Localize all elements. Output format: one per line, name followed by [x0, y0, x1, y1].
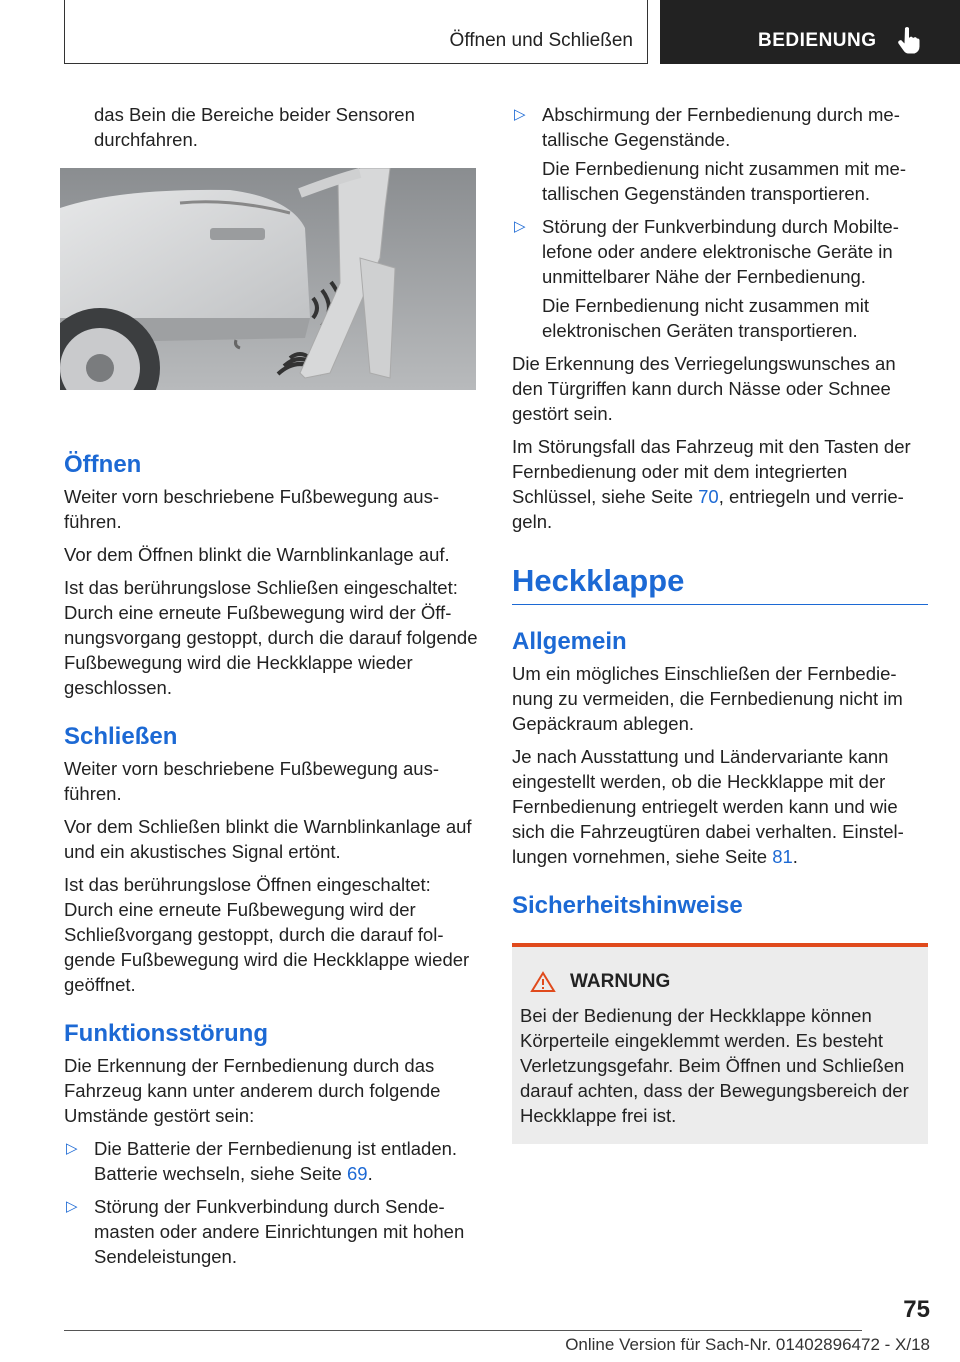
left-column: [64, 102, 478, 1277]
heading-heckklappe: Heckklappe: [512, 563, 685, 598]
list-item-sub: Die Fernbedienung nicht zusammen mit metallischen Gegenständen transportieren.: [542, 158, 907, 204]
oeffnen-paragraph-2: Vor dem Öffnen blinkt die Warnblinkanlage auf.: [64, 544, 450, 565]
schliessen-paragraph-1: Weiter vorn beschriebene Fußbewegung ausführen.: [64, 758, 440, 804]
page-number: 75: [903, 1296, 930, 1323]
list-item: ▷ Die Batterie der Fernbedienung ist entladen. Batterie wechseln, siehe Seite 69.: [66, 1138, 458, 1184]
list-item: ▷ Abschirmung der Fernbedienung durch metallische Gegenstände.: [514, 104, 900, 150]
heading-funktionsstoerung: Funktionsstörung: [64, 1020, 268, 1047]
page-link-69[interactable]: 69: [346, 1163, 368, 1184]
warning-triangle-icon: [530, 971, 556, 993]
warning-box: [512, 943, 928, 1144]
intro-text: das Bein die Bereiche beider Sensoren durchfahren.: [94, 104, 415, 150]
right-paragraph-1: Die Erkennung des Verriegelungswunsches an den Türgriffen kann durch Nässe oder Schnee gestört sein.: [512, 353, 896, 424]
list-item: ▷ Störung der Funkverbindung durch Mobiltelefone oder andere elektronische Geräte in unmittelbarer Nähe der Fernbedienung.: [514, 216, 899, 287]
page-link-70[interactable]: 70: [698, 486, 719, 507]
page-link-81[interactable]: 81: [772, 846, 793, 867]
header-section-title: Öffnen und Schließen: [449, 30, 633, 51]
hand-pointer-icon: [898, 26, 920, 54]
oeffnen-paragraph-1: Weiter vorn beschriebene Fußbewegung ausführen.: [64, 486, 440, 532]
chapter-label: BEDIENUNG: [758, 30, 877, 51]
heading-oeffnen: Öffnen: [64, 451, 142, 478]
heading-sicherheitshinweise: Sicherheitshinweise: [512, 892, 743, 919]
heading-schliessen: Schließen: [64, 723, 178, 750]
right-column: [512, 102, 928, 1144]
warning-title: WARNUNG: [570, 971, 671, 992]
schliessen-paragraph-3: Ist das berührungslose Öffnen eingeschaltet: Durch eine erneute Fußbewegung wird der Schließvorgang gestoppt, durch die darauf folgende Fußbewegung wird die Heckklappe wieder geöffnet.: [64, 874, 470, 995]
header-section-box: [64, 0, 648, 64]
footer-divider: [64, 1330, 862, 1331]
triangle-bullet-icon: ▷: [66, 1140, 78, 1157]
stoerung-paragraph: Die Erkennung der Fernbedienung durch das Fahrzeug kann unter anderem durch folgende Umstände gestört sein:: [64, 1055, 441, 1126]
schliessen-paragraph-2: Vor dem Schließen blinkt die Warnblinkanlage auf und ein akustisches Signal ertönt.: [64, 816, 472, 862]
triangle-bullet-icon: ▷: [66, 1198, 78, 1215]
triangle-bullet-icon: ▷: [514, 106, 526, 123]
right-paragraph-2: Im Störungsfall das Fahrzeug mit den Tasten der Fernbedienung oder mit dem integrierten Schlüssel, siehe Seite 70, entriegeln und verriegeln.: [512, 436, 911, 532]
list-item: ▷ Störung der Funkverbindung durch Sendemasten oder andere Einrichtungen mit hohen Sendeleistungen.: [66, 1196, 465, 1267]
triangle-bullet-icon: ▷: [514, 218, 526, 235]
list-item-sub: Die Fernbedienung nicht zusammen mit elektronischen Geräten transportieren.: [542, 295, 869, 341]
header-chapter-tab: [660, 0, 960, 64]
heading-heckklappe-block: [512, 562, 928, 605]
footer-text: Online Version für Sach-Nr. 01402896472 - X/18: [565, 1335, 930, 1354]
allgemein-paragraph-1: Um ein mögliches Einschließen der Fernbedienung zu vermeiden, die Fernbedienung nicht im Gepäckraum ablegen.: [512, 663, 903, 734]
warning-text: Bei der Bedienung der Heckklappe können Körperteile eingeklemmt werden. Es besteht Verletzungsgefahr. Beim Öffnen und Schließen darauf achten, dass der Bewegungsbereich der Heckklappe frei ist.: [520, 1005, 909, 1126]
heading-allgemein: Allgemein: [512, 628, 627, 655]
oeffnen-paragraph-3: Ist das berührungslose Schließen eingeschaltet: Durch eine erneute Fußbewegung wird der Öffnungsvorgang gestoppt, durch die darauf folgende Fußbewegung wird die Heckklappe wieder geschlossen.: [64, 577, 478, 698]
allgemein-paragraph-2: Je nach Ausstattung und Ländervariante kann eingestellt werden, ob die Heckklappe mit der Fernbedienung entriegelt werden kann und wie sich die Fahrzeugtüren dabei verhalten. Einstellungen vornehmen, siehe Seite 81.: [512, 746, 904, 867]
